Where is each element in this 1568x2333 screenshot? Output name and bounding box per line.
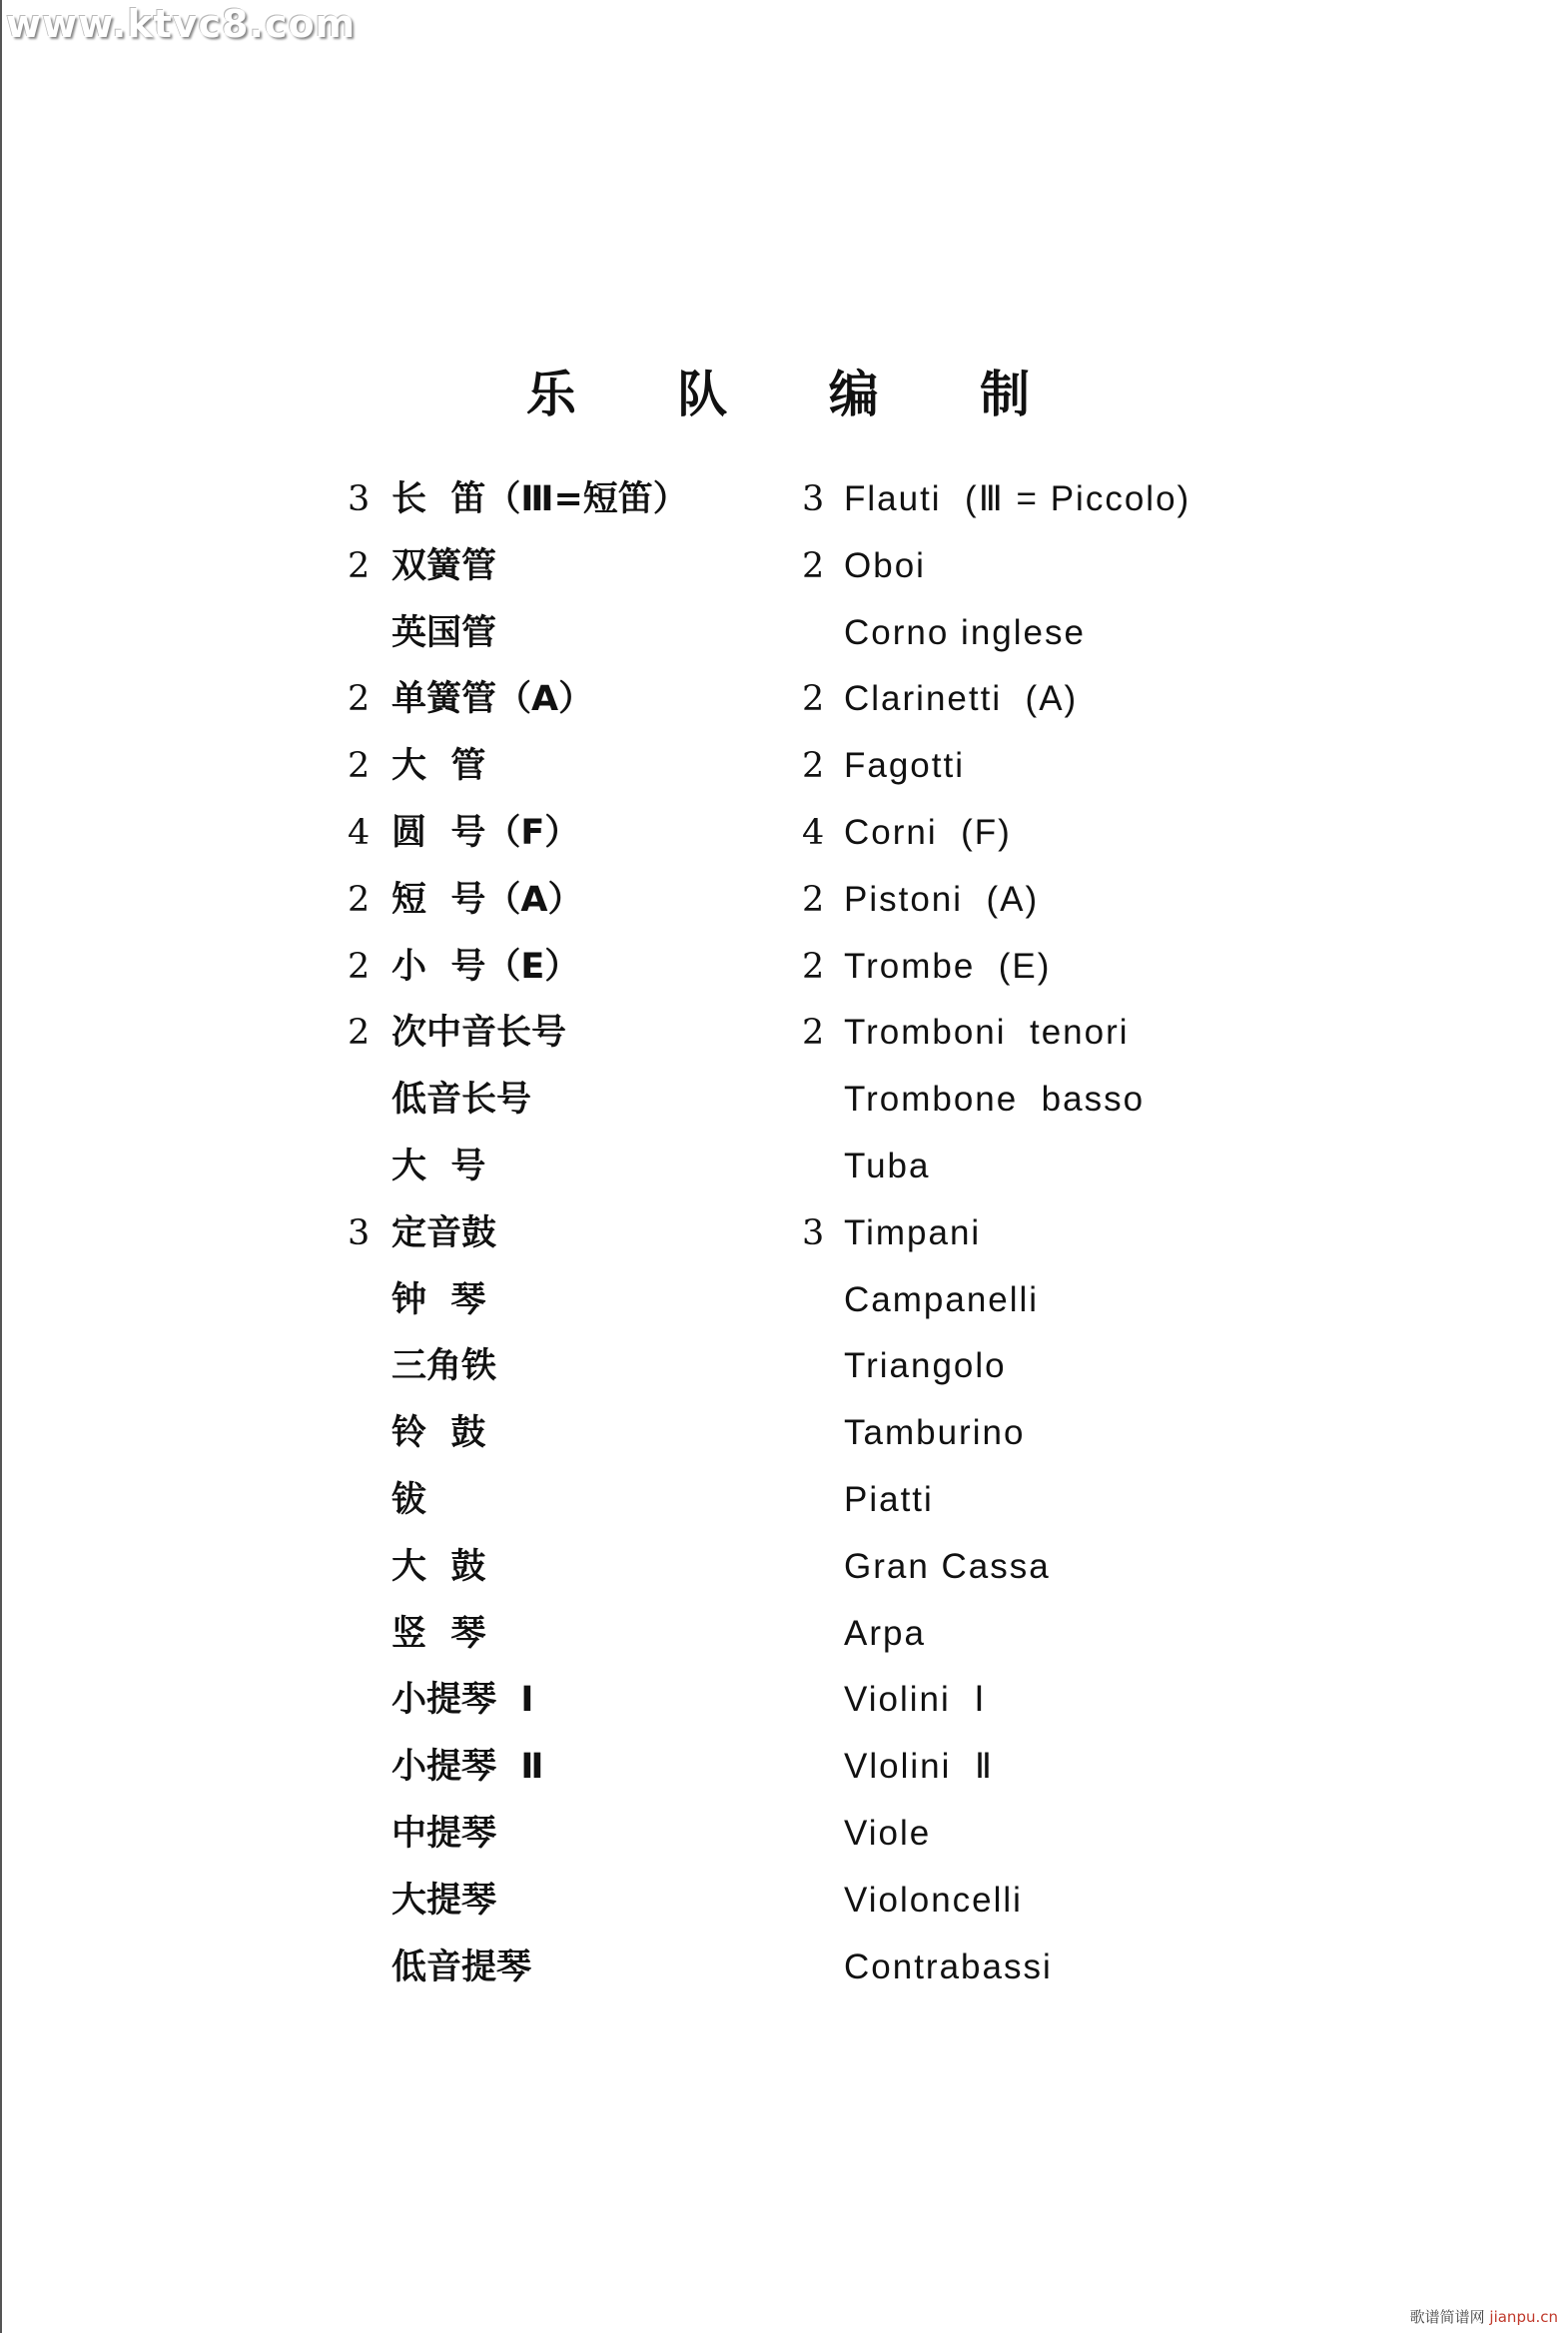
instrument-en: Clarinetti (A) (844, 679, 1079, 719)
instrument-en: Violoncelli (844, 1880, 1023, 1920)
instrument-zh: 钟 琴 (392, 1279, 486, 1320)
instrument-row (0, 1270, 1568, 1330)
count-zh: 2 (348, 679, 371, 720)
instrument-zh: 大提琴 (392, 1880, 497, 1921)
instrument-zh: 大 鼓 (392, 1546, 486, 1587)
instrument-row (0, 1537, 1568, 1597)
instrument-zh: 长 笛（Ⅲ=短笛） (392, 479, 688, 519)
instrument-zh: 小 号（E） (392, 946, 580, 987)
instrument-en: Viole (844, 1814, 932, 1853)
instrument-row (0, 603, 1568, 663)
instrument-en: Vlolini Ⅱ (844, 1747, 995, 1787)
instrument-row (0, 669, 1568, 729)
instrument-zh: 中提琴 (392, 1814, 497, 1854)
count-zh: 2 (348, 879, 371, 920)
count-zh: 3 (348, 479, 371, 519)
instrument-zh: 钹 (392, 1480, 427, 1520)
instrument-zh: 大 管 (392, 746, 486, 787)
watermark-top: www.ktvc8.com (6, 2, 357, 46)
instrument-zh: 圆 号（F） (392, 813, 580, 853)
count-en: 3 (802, 1212, 825, 1253)
instrument-en: Campanelli (844, 1279, 1040, 1319)
instrument-en: Violini Ⅰ (844, 1680, 987, 1720)
instrument-en: Fagotti (844, 746, 965, 786)
instrument-zh: 双簧管 (392, 545, 497, 586)
instrument-row (0, 469, 1568, 529)
count-en: 2 (802, 679, 825, 720)
instrument-zh: 铃 鼓 (392, 1413, 486, 1454)
count-en: 2 (802, 545, 825, 586)
count-zh: 3 (348, 1212, 371, 1253)
watermark-bottom-zh: 歌谱简谱网 (1409, 2308, 1485, 2326)
instrument-row (0, 1938, 1568, 1997)
instrument-en: Tamburino (844, 1413, 1026, 1453)
instrument-zh: 短 号（A） (392, 879, 583, 920)
instrument-row (0, 1670, 1568, 1730)
instrument-en: Triangolo (844, 1346, 1007, 1386)
instrument-en: Tromboni tenori (844, 1013, 1130, 1053)
watermark-bottom-url: jianpu.cn (1489, 2308, 1558, 2326)
instrument-zh: 定音鼓 (392, 1212, 497, 1253)
instrument-en: Corni (F) (844, 813, 1012, 852)
instrument-row (0, 803, 1568, 863)
instrument-en: Tuba (844, 1147, 931, 1185)
instrument-en: Arpa (844, 1613, 926, 1653)
count-zh: 4 (348, 813, 371, 853)
instrument-zh: 竖 琴 (392, 1613, 486, 1654)
instrument-en: Flauti (Ⅲ = Piccolo) (844, 479, 1191, 518)
instrument-en: Corno inglese (844, 612, 1086, 652)
page-title: 乐 队 编 制 (525, 366, 1073, 423)
instrument-en: Trombone basso (844, 1080, 1146, 1120)
instrument-row (0, 1604, 1568, 1664)
instrument-zh: 小提琴 Ⅱ (392, 1747, 544, 1788)
count-zh: 2 (348, 946, 371, 987)
instrument-en: Gran Cassa (844, 1546, 1051, 1586)
instrument-row (0, 1336, 1568, 1396)
instrument-en: Oboi (844, 545, 926, 585)
instrument-row (0, 1003, 1568, 1063)
instrument-zh: 大 号 (392, 1147, 486, 1186)
instrument-zh: 英国管 (392, 612, 497, 653)
count-zh: 2 (348, 1013, 371, 1054)
count-zh: 2 (348, 746, 371, 787)
instrument-row (0, 1137, 1568, 1196)
count-en: 2 (802, 746, 825, 787)
instrument-row (0, 1203, 1568, 1263)
instrument-row (0, 1403, 1568, 1463)
instrument-row (0, 1470, 1568, 1530)
count-en: 2 (802, 946, 825, 987)
watermark-bottom (1410, 2306, 1558, 2327)
count-en: 3 (802, 479, 825, 519)
instrument-zh: 小提琴 Ⅰ (392, 1680, 534, 1721)
instrument-row (0, 1737, 1568, 1797)
instrument-row (0, 536, 1568, 596)
count-en: 2 (802, 1013, 825, 1054)
instrument-zh: 单簧管（A） (392, 679, 594, 720)
instrument-zh: 低音提琴 (392, 1946, 532, 1987)
instrument-en: Piatti (844, 1480, 934, 1519)
instrument-row (0, 1871, 1568, 1931)
instrument-zh: 三角铁 (392, 1346, 497, 1387)
instrument-row (0, 1804, 1568, 1864)
count-en: 4 (802, 813, 825, 853)
count-en: 2 (802, 879, 825, 920)
instrument-en: Trombe (E) (844, 946, 1052, 986)
instrument-row (0, 870, 1568, 930)
instrument-en: Pistoni (A) (844, 879, 1040, 919)
instrument-zh: 低音长号 (392, 1080, 532, 1121)
instrument-en: Timpani (844, 1212, 982, 1252)
instrument-row (0, 937, 1568, 997)
instrument-en: Contrabassi (844, 1946, 1053, 1986)
count-zh: 2 (348, 545, 371, 586)
instrument-zh: 次中音长号 (392, 1013, 567, 1054)
instrument-row (0, 736, 1568, 796)
instrument-row (0, 1070, 1568, 1130)
